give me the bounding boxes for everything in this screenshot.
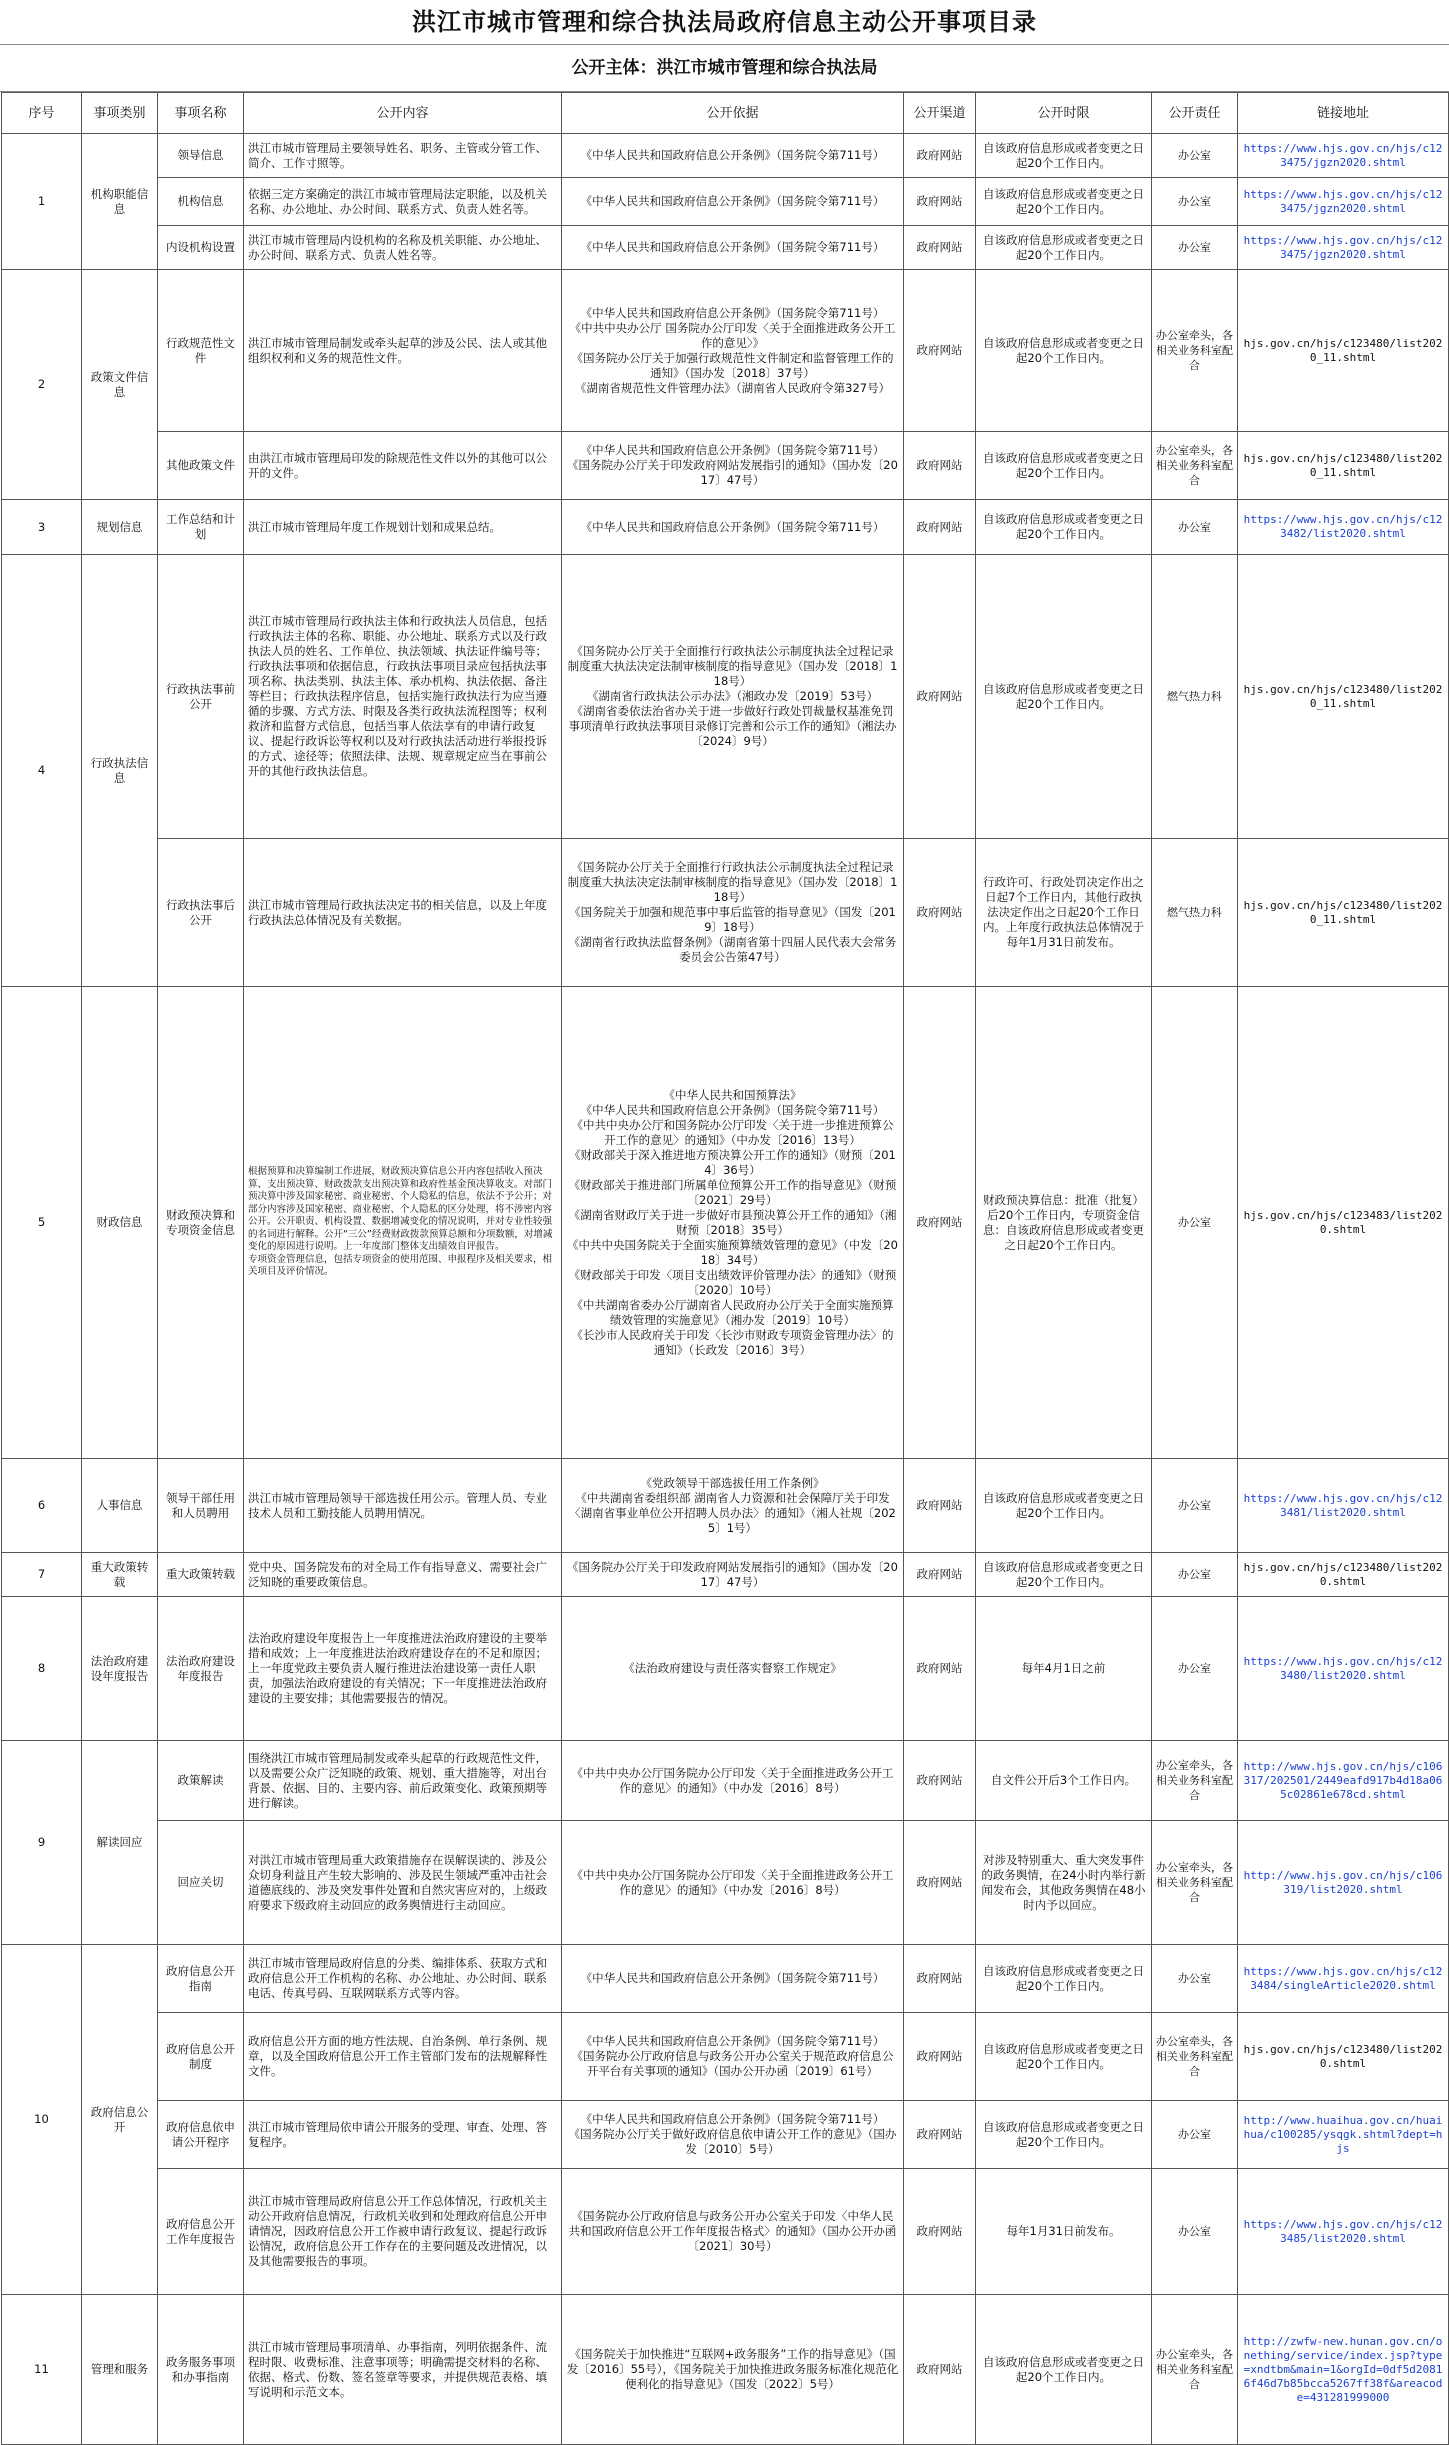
content-cell: 由洪江市城市管理局印发的除规范性文件以外的其他可以公开的文件。 — [244, 432, 562, 500]
link-cell[interactable]: https://www.hjs.gov.cn/hjs/c123475/jgzn2020.shtml — [1238, 178, 1449, 226]
responsibility-cell: 办公室 — [1152, 500, 1238, 555]
table-body — [2, 134, 1449, 2445]
header-basis: 公开依据 — [562, 93, 904, 134]
row-number: 7 — [2, 1553, 82, 1597]
responsibility-cell: 办公室 — [1152, 1597, 1238, 1741]
channel-cell: 政府网站 — [904, 1945, 976, 2013]
item-name-cell: 财政预决算和专项资金信息 — [158, 987, 244, 1459]
time-limit-cell: 自该政府信息形成或者变更之日起20个工作日内。 — [976, 2013, 1152, 2101]
time-limit-cell: 行政许可、行政处罚决定作出之日起7个工作日内，其他行政执法决定作出之日起20个工作日内。上年度行政执法总体情况于每年1月31日前发布。 — [976, 839, 1152, 987]
time-limit-cell: 自该政府信息形成或者变更之日起20个工作日内。 — [976, 2295, 1152, 2445]
basis-cell: 《国务院办公厅政府信息与政务公开办公室关于印发〈中华人民共和国政府信息公开工作年度报告格式〉的通知》（国办公开办函〔2021〕30号） — [562, 2169, 904, 2295]
item-name-cell: 其他政策文件 — [158, 432, 244, 500]
table-row — [2, 1459, 1449, 1553]
content-cell: 洪江市城市管理局领导干部选拔任用公示。管理人员、专业技术人员和工勤技能人员聘用情况。 — [244, 1459, 562, 1553]
responsibility-cell: 办公室 — [1152, 134, 1238, 178]
content-cell: 根据预算和决算编制工作进展，财政预决算信息公开内容包括收入预决算、支出预决算、财政拨款支出预决算和政府性基金预决算收支。对部门预决算中涉及国家秘密、商业秘密、个人隐私的信息，依法不予公开；对部分内容涉及国家秘密、商业秘密、个人隐私的区分处理，将不涉密内容公开。公开职责、机构设置、数据增减变化的情况说明，并对专业性较强的名词进行解释。公开“三公”经费财政拨款预算总额和分项数额，对增减变化的原因进行说明。上一年度部门整体支出绩效自评报告。 专项资金管理信息，包括专项资金的使用范围、申报程序及相关要求，相关项目及评价情况。 — [244, 987, 562, 1459]
table-row — [2, 226, 1449, 270]
time-limit-cell: 自该政府信息形成或者变更之日起20个工作日内。 — [976, 178, 1152, 226]
header-time-limit: 公开时限 — [976, 93, 1152, 134]
channel-cell: 政府网站 — [904, 2295, 976, 2445]
basis-cell: 《中共中央办公厅国务院办公厅印发〈关于全面推进政务公开工作的意见〉的通知》（中办发〔2016〕8号） — [562, 1821, 904, 1945]
link-cell[interactable]: http://www.hjs.gov.cn/hjs/c106319/list2020.shtml — [1238, 1821, 1449, 1945]
row-number: 8 — [2, 1597, 82, 1741]
link-cell[interactable]: hjs.gov.cn/hjs/c123480/list2020.shtml — [1238, 1553, 1449, 1597]
item-name-cell: 重大政策转载 — [158, 1553, 244, 1597]
table-header — [2, 93, 1449, 134]
table-row — [2, 1945, 1449, 2013]
responsibility-cell: 办公室 — [1152, 2169, 1238, 2295]
responsibility-cell: 办公室 — [1152, 226, 1238, 270]
basis-cell: 《中华人民共和国预算法》 《中华人民共和国政府信息公开条例》（国务院令第711号） 《中共中央办公厅和国务院办公厅印发〈关于进一步推进预算公开工作的意见〉的通知》（中办发〔2016〕13号） 《财政部关于深入推进地方预决算公开工作的通知》（财预〔2014〕36号） 《财政部关于推进部门所属单位预算公开工作的指导意见》（财预〔2021〕29号） 《湖南省财政厅关于进一步做好市县预决算公开工作的通知》（湘财预〔2018〕35号） 《中共中央国务院关于全面实施预算绩效管理的意见》（中发〔2018〕34号） 《财政部关于印发〈项目支出绩效评价管理办法〉的通知》（财预〔2020〕10号） 《中共湖南省委办公厅湖南省人民政府办公厅关于全面实施预算绩效管理的实施意见》（湘办发〔2019〕10号） 《长沙市人民政府关于印发〈长沙市财政专项资金管理办法〉的通知》（长政发〔2016〕3号） — [562, 987, 904, 1459]
link-cell[interactable]: hjs.gov.cn/hjs/c123480/list2020.shtml — [1238, 2013, 1449, 2101]
channel-cell: 政府网站 — [904, 1821, 976, 1945]
table-row — [2, 432, 1449, 500]
category-cell: 财政信息 — [82, 987, 158, 1459]
content-cell: 对洪江市城市管理局重大政策措施存在误解误读的、涉及公众切身利益且产生较大影响的、涉及民生领域严重冲击社会道德底线的、涉及突发事件处置和自然灾害应对的，上级政府要求下级政府主动回应的政务舆情进行主动回应。 — [244, 1821, 562, 1945]
time-limit-cell: 财政预决算信息：批准（批复）后20个工作日内，专项资金信息：自该政府信息形成或者变更之日起20个工作日内。 — [976, 987, 1152, 1459]
link-cell[interactable]: http://www.hjs.gov.cn/hjs/c106317/202501/2449eafd917b4d18a065c02861e678cd.shtml — [1238, 1741, 1449, 1821]
link-cell[interactable]: https://www.hjs.gov.cn/hjs/c123475/jgzn2020.shtml — [1238, 226, 1449, 270]
channel-cell: 政府网站 — [904, 500, 976, 555]
time-limit-cell: 对涉及特别重大、重大突发事件的政务舆情，在24小时内举行新闻发布会，其他政务舆情在48小时内予以回应。 — [976, 1821, 1152, 1945]
table-row — [2, 2101, 1449, 2169]
table-row — [2, 1741, 1449, 1821]
item-name-cell: 回应关切 — [158, 1821, 244, 1945]
header-content: 公开内容 — [244, 93, 562, 134]
responsibility-cell: 办公室牵头，各相关业务科室配合 — [1152, 1821, 1238, 1945]
link-cell[interactable]: hjs.gov.cn/hjs/c123480/list2020_11.shtml — [1238, 555, 1449, 839]
document-title: 洪江市城市管理和综合执法局政府信息主动公开事项目录 — [0, 0, 1449, 45]
link-cell[interactable]: https://www.hjs.gov.cn/hjs/c123484/singleArticle2020.shtml — [1238, 1945, 1449, 2013]
header-responsibility: 公开责任 — [1152, 93, 1238, 134]
row-number: 1 — [2, 134, 82, 270]
item-name-cell: 领导信息 — [158, 134, 244, 178]
header-row — [2, 93, 1449, 134]
basis-cell: 《国务院办公厅关于全面推行行政执法公示制度执法全过程记录制度重大执法决定法制审核制度的指导意见》（国办发〔2018〕118号） 《湖南省行政执法公示办法》（湘政办发〔2019〕53号） 《湖南省委依法治省办关于进一步做好行政处罚裁量权基准免罚事项清单行政执法事项目录修订完善和公示工作的通知》（湘法办〔2024〕9号） — [562, 555, 904, 839]
responsibility-cell: 办公室牵头，各相关业务科室配合 — [1152, 2013, 1238, 2101]
link-cell[interactable]: https://www.hjs.gov.cn/hjs/c123481/list2020.shtml — [1238, 1459, 1449, 1553]
table-row — [2, 1821, 1449, 1945]
time-limit-cell: 自该政府信息形成或者变更之日起20个工作日内。 — [976, 226, 1152, 270]
link-cell[interactable]: https://www.hjs.gov.cn/hjs/c123480/list2020.shtml — [1238, 1597, 1449, 1741]
category-cell: 政策文件信息 — [82, 270, 158, 500]
item-name-cell: 行政执法事前公开 — [158, 555, 244, 839]
basis-cell: 《国务院关于加快推进“互联网+政务服务”工作的指导意见》（国发〔2016〕55号），《国务院关于加快推进政务服务标准化规范化便利化的指导意见》（国发〔2022〕5号） — [562, 2295, 904, 2445]
content-cell: 洪江市城市管理局政府信息公开工作总体情况，行政机关主动公开政府信息情况，行政机关收到和处理政府信息公开申请情况，因政府信息公开工作被申请行政复议、提起行政诉讼情况，政府信息公开工作存在的主要问题及改进情况，以及其他需要报告的事项。 — [244, 2169, 562, 2295]
table-row — [2, 1553, 1449, 1597]
link-cell[interactable]: hjs.gov.cn/hjs/c123480/list2020_11.shtml — [1238, 432, 1449, 500]
table-row — [2, 270, 1449, 432]
header-channel: 公开渠道 — [904, 93, 976, 134]
table-row — [2, 555, 1449, 839]
table-row — [2, 134, 1449, 178]
header-link: 链接地址 — [1238, 93, 1449, 134]
content-cell: 洪江市城市管理局行政执法决定书的相关信息，以及上年度行政执法总体情况及有关数据。 — [244, 839, 562, 987]
responsibility-cell: 办公室 — [1152, 987, 1238, 1459]
item-name-cell: 内设机构设置 — [158, 226, 244, 270]
item-name-cell: 政府信息依申请公开程序 — [158, 2101, 244, 2169]
channel-cell: 政府网站 — [904, 1459, 976, 1553]
channel-cell: 政府网站 — [904, 555, 976, 839]
basis-cell: 《中华人民共和国政府信息公开条例》（国务院令第711号） — [562, 178, 904, 226]
table-row — [2, 2295, 1449, 2445]
row-number: 2 — [2, 270, 82, 500]
responsibility-cell: 办公室 — [1152, 178, 1238, 226]
row-number: 11 — [2, 2295, 82, 2445]
header-category: 事项类别 — [82, 93, 158, 134]
link-cell[interactable]: hjs.gov.cn/hjs/c123480/list2020_11.shtml — [1238, 839, 1449, 987]
responsibility-cell: 办公室 — [1152, 2101, 1238, 2169]
basis-cell: 《中华人民共和国政府信息公开条例》（国务院令第711号） — [562, 134, 904, 178]
time-limit-cell: 自该政府信息形成或者变更之日起20个工作日内。 — [976, 2101, 1152, 2169]
item-name-cell: 政府信息公开制度 — [158, 2013, 244, 2101]
header-no: 序号 — [2, 93, 82, 134]
basis-cell: 《国务院办公厅关于全面推行行政执法公示制度执法全过程记录制度重大执法决定法制审核制度的指导意见》（国办发〔2018〕118号） 《国务院关于加强和规范事中事后监管的指导意见》（国发〔2019〕18号） 《湖南省行政执法监督条例》（湖南省第十四届人民代表大会常务委员会公告第47号） — [562, 839, 904, 987]
item-name-cell: 行政执法事后公开 — [158, 839, 244, 987]
item-name-cell: 法治政府建设年度报告 — [158, 1597, 244, 1741]
content-cell: 法治政府建设年度报告上一年度推进法治政府建设的主要举措和成效；上一年度推进法治政府建设存在的不足和原因；上一年度党政主要负责人履行推进法治建设第一责任人职责，加强法治政府建设的有关情况；下一年度推进法治政府建设的主要安排；其他需要报告的情况。 — [244, 1597, 562, 1741]
category-cell: 政府信息公开 — [82, 1945, 158, 2295]
content-cell: 洪江市城市管理局行政执法主体和行政执法人员信息，包括行政执法主体的名称、职能、办公地址、联系方式以及行政执法人员的姓名、工作单位、执法领域、执法证件编号等；行政执法事项和依据信息，行政执法事项目录应包括执法事项名称、执法类别、执法主体、承办机构、执法依据、备注等栏目；行政执法程序信息，包括实施行政执法行为应当遵循的步骤、方式方法、时限及各类行政执法流程图等；权利救济和监督方式信息，包括当事人依法享有的申请行政复议、提起行政诉讼等权利以及对行政执法活动进行举报投诉的方式、途径等；依照法律、法规、规章规定应当在事前公开的其他行政执法信息。 — [244, 555, 562, 839]
basis-cell: 《国务院办公厅关于印发政府网站发展指引的通知》（国办发〔2017〕47号） — [562, 1553, 904, 1597]
responsibility-cell: 办公室牵头，各相关业务科室配合 — [1152, 2295, 1238, 2445]
time-limit-cell: 自该政府信息形成或者变更之日起20个工作日内。 — [976, 1945, 1152, 2013]
link-cell[interactable]: http://zwfw-new.hunan.gov.cn/onething/service/index.jsp?type=xndtbm&main=1&orgId=0df5d20816f46d7b85bcca5267ff38f&areacode=431281999000 — [1238, 2295, 1449, 2445]
link-cell[interactable]: hjs.gov.cn/hjs/c123483/list2020.shtml — [1238, 987, 1449, 1459]
time-limit-cell: 自文件公开后3个工作日内。 — [976, 1741, 1152, 1821]
link-cell[interactable]: https://www.hjs.gov.cn/hjs/c123475/jgzn2020.shtml — [1238, 134, 1449, 178]
responsibility-cell: 燃气热力科 — [1152, 839, 1238, 987]
table-row — [2, 987, 1449, 1459]
time-limit-cell: 自该政府信息形成或者变更之日起20个工作日内。 — [976, 555, 1152, 839]
header-item-name: 事项名称 — [158, 93, 244, 134]
category-cell: 解读回应 — [82, 1741, 158, 1945]
responsibility-cell: 办公室 — [1152, 1945, 1238, 2013]
content-cell: 洪江市城市管理局制发或牵头起草的涉及公民、法人或其他组织权利和义务的规范性文件。 — [244, 270, 562, 432]
item-name-cell: 政府信息公开工作年度报告 — [158, 2169, 244, 2295]
item-name-cell: 机构信息 — [158, 178, 244, 226]
responsibility-cell: 办公室牵头，各相关业务科室配合 — [1152, 432, 1238, 500]
link-cell[interactable]: https://www.hjs.gov.cn/hjs/c123482/list2020.shtml — [1238, 500, 1449, 555]
row-number: 9 — [2, 1741, 82, 1945]
basis-cell: 《中华人民共和国政府信息公开条例》（国务院令第711号） 《国务院办公厅政府信息与政务公开办公室关于规范政府信息公开平台有关事项的通知》（国办公开办函〔2019〕61号） — [562, 2013, 904, 2101]
time-limit-cell: 自该政府信息形成或者变更之日起20个工作日内。 — [976, 1459, 1152, 1553]
time-limit-cell: 自该政府信息形成或者变更之日起20个工作日内。 — [976, 270, 1152, 432]
channel-cell: 政府网站 — [904, 432, 976, 500]
channel-cell: 政府网站 — [904, 987, 976, 1459]
row-number: 10 — [2, 1945, 82, 2295]
category-cell: 行政执法信息 — [82, 555, 158, 987]
basis-cell: 《中华人民共和国政府信息公开条例》（国务院令第711号） 《国务院办公厅关于印发政府网站发展指引的通知》（国办发〔2017〕47号） — [562, 432, 904, 500]
basis-cell: 《中华人民共和国政府信息公开条例》（国务院令第711号） — [562, 500, 904, 555]
channel-cell: 政府网站 — [904, 270, 976, 432]
content-cell: 洪江市城市管理局事项清单、办事指南，列明依据条件、流程时限、收费标准、注意事项等；明确需提交材料的名称、依据、格式、份数、签名签章等要求，并提供规范表格、填写说明和示范文本。 — [244, 2295, 562, 2445]
row-number: 5 — [2, 987, 82, 1459]
content-cell: 洪江市城市管理局内设机构的名称及机关职能、办公地址、办公时间、联系方式、负责人姓名等。 — [244, 226, 562, 270]
basis-cell: 《法治政府建设与责任落实督察工作规定》 — [562, 1597, 904, 1741]
time-limit-cell: 自该政府信息形成或者变更之日起20个工作日内。 — [976, 1553, 1152, 1597]
responsibility-cell: 燃气热力科 — [1152, 555, 1238, 839]
responsibility-cell: 办公室牵头，各相关业务科室配合 — [1152, 1741, 1238, 1821]
channel-cell: 政府网站 — [904, 134, 976, 178]
responsibility-cell: 办公室牵头，各相关业务科室配合 — [1152, 270, 1238, 432]
content-cell: 党中央、国务院发布的对全局工作有指导意义、需要社会广泛知晓的重要政策信息。 — [244, 1553, 562, 1597]
category-cell: 重大政策转载 — [82, 1553, 158, 1597]
item-name-cell: 政策解读 — [158, 1741, 244, 1821]
time-limit-cell: 每年1月31日前发布。 — [976, 2169, 1152, 2295]
channel-cell: 政府网站 — [904, 2101, 976, 2169]
time-limit-cell: 自该政府信息形成或者变更之日起20个工作日内。 — [976, 500, 1152, 555]
table-row — [2, 1597, 1449, 1741]
table-row — [2, 2013, 1449, 2101]
content-cell: 洪江市城市管理局政府信息的分类、编排体系、获取方式和政府信息公开工作机构的名称、办公地址、办公时间、联系电话、传真号码、互联网联系方式等内容。 — [244, 1945, 562, 2013]
item-name-cell: 工作总结和计划 — [158, 500, 244, 555]
category-cell: 规划信息 — [82, 500, 158, 555]
channel-cell: 政府网站 — [904, 2169, 976, 2295]
link-cell[interactable]: hjs.gov.cn/hjs/c123480/list2020_11.shtml — [1238, 270, 1449, 432]
row-number: 4 — [2, 555, 82, 987]
table-row — [2, 500, 1449, 555]
time-limit-cell: 自该政府信息形成或者变更之日起20个工作日内。 — [976, 432, 1152, 500]
document-subtitle: 公开主体：洪江市城市管理和综合执法局 — [0, 45, 1449, 92]
table-row — [2, 839, 1449, 987]
link-cell[interactable]: http://www.huaihua.gov.cn/huaihua/c100285/ysqgk.shtml?dept=hjs — [1238, 2101, 1449, 2169]
channel-cell: 政府网站 — [904, 1553, 976, 1597]
channel-cell: 政府网站 — [904, 226, 976, 270]
category-cell: 法治政府建设年度报告 — [82, 1597, 158, 1741]
time-limit-cell: 自该政府信息形成或者变更之日起20个工作日内。 — [976, 134, 1152, 178]
item-name-cell: 政务服务事项和办事指南 — [158, 2295, 244, 2445]
channel-cell: 政府网站 — [904, 1597, 976, 1741]
content-cell: 依据三定方案确定的洪江市城市管理局法定职能，以及机关名称、办公地址、办公时间、联系方式、负责人姓名等。 — [244, 178, 562, 226]
table-row — [2, 178, 1449, 226]
category-cell: 机构职能信息 — [82, 134, 158, 270]
responsibility-cell: 办公室 — [1152, 1553, 1238, 1597]
content-cell: 洪江市城市管理局依申请公开服务的受理、审查、处理、答复程序。 — [244, 2101, 562, 2169]
disclosure-catalog-table — [1, 92, 1449, 2445]
row-number: 6 — [2, 1459, 82, 1553]
link-cell[interactable]: https://www.hjs.gov.cn/hjs/c123485/list2020.shtml — [1238, 2169, 1449, 2295]
channel-cell: 政府网站 — [904, 178, 976, 226]
content-cell: 政府信息公开方面的地方性法规、自治条例、单行条例、规章，以及全国政府信息公开工作主管部门发布的法规解释性文件。 — [244, 2013, 562, 2101]
basis-cell: 《党政领导干部选拔任用工作条例》 《中共湖南省委组织部 湖南省人力资源和社会保障厅关于印发〈湖南省事业单位公开招聘人员办法〉的通知》（湘人社规〔2025〕1号） — [562, 1459, 904, 1553]
table-row — [2, 2169, 1449, 2295]
channel-cell: 政府网站 — [904, 1741, 976, 1821]
basis-cell: 《中华人民共和国政府信息公开条例》（国务院令第711号） — [562, 226, 904, 270]
item-name-cell: 领导干部任用和人员聘用 — [158, 1459, 244, 1553]
channel-cell: 政府网站 — [904, 2013, 976, 2101]
category-cell: 人事信息 — [82, 1459, 158, 1553]
time-limit-cell: 每年4月1日之前 — [976, 1597, 1152, 1741]
item-name-cell: 政府信息公开指南 — [158, 1945, 244, 2013]
basis-cell: 《中华人民共和国政府信息公开条例》（国务院令第711号） 《中共中央办公厅 国务院办公厅印发〈关于全面推进政务公开工作的意见〉》 《国务院办公厅关于加强行政规范性文件制定和监督管理工作的通知》（国办发〔2018〕37号） 《湖南省规范性文件管理办法》（湖南省人民政府令第327号） — [562, 270, 904, 432]
row-number: 3 — [2, 500, 82, 555]
content-cell: 洪江市城市管理局年度工作规划计划和成果总结。 — [244, 500, 562, 555]
content-cell: 围绕洪江市城市管理局制发或牵头起草的行政规范性文件，以及需要公众广泛知晓的政策、规划、重大措施等，对出台背景、依据、目的、主要内容、前后政策变化、政策预期等进行解读。 — [244, 1741, 562, 1821]
category-cell: 管理和服务 — [82, 2295, 158, 2445]
basis-cell: 《中华人民共和国政府信息公开条例》（国务院令第711号） — [562, 1945, 904, 2013]
basis-cell: 《中共中央办公厅国务院办公厅印发〈关于全面推进政务公开工作的意见〉的通知》（中办发〔2016〕8号） — [562, 1741, 904, 1821]
item-name-cell: 行政规范性文件 — [158, 270, 244, 432]
responsibility-cell: 办公室 — [1152, 1459, 1238, 1553]
content-cell: 洪江市城市管理局主要领导姓名、职务、主管或分管工作、简介、工作寸照等。 — [244, 134, 562, 178]
channel-cell: 政府网站 — [904, 839, 976, 987]
basis-cell: 《中华人民共和国政府信息公开条例》（国务院令第711号） 《国务院办公厅关于做好政府信息依申请公开工作的意见》（国办发〔2010〕5号） — [562, 2101, 904, 2169]
